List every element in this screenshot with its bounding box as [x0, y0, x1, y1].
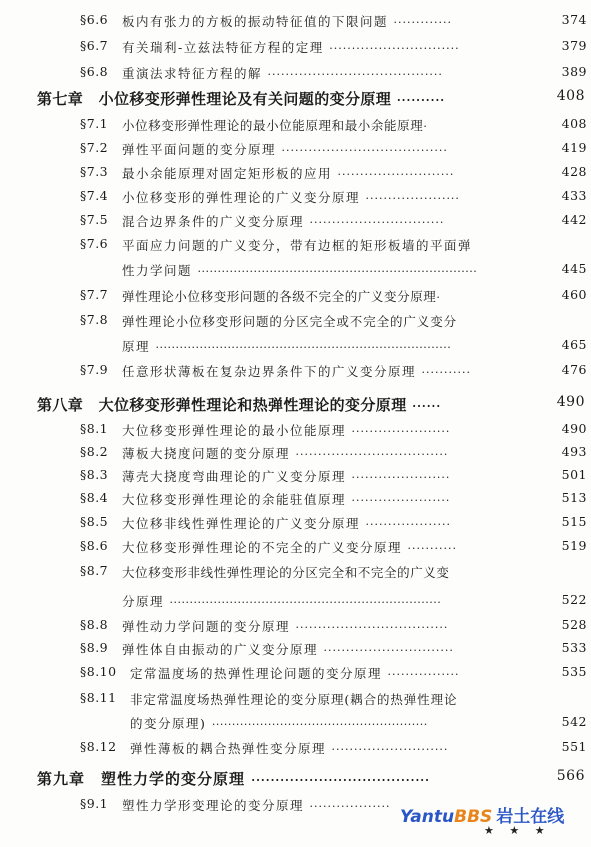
section-number: §8.3 — [80, 467, 109, 482]
page-number: 374 — [561, 12, 587, 27]
page-number: 515 — [561, 514, 587, 529]
section-title: 重演法求特征方程的解 ······································· — [122, 66, 443, 81]
chapter-title: 第七章 小位移变形弹性理论及有关问题的变分原理 ·········· — [37, 90, 446, 108]
section-title: 薄板大挠度问题的变分原理 ·································· — [122, 446, 449, 461]
page-number: 465 — [561, 337, 587, 352]
section-number: §7.1 — [80, 116, 109, 131]
section-number: §6.6 — [80, 12, 109, 27]
section-number: §8.11 — [80, 690, 117, 705]
page-number: 535 — [561, 664, 587, 679]
section-title-continued: 性力学问题 ······································································ — [122, 263, 478, 278]
page-number: 428 — [561, 164, 587, 179]
section-title: 小位移变形弹性理论的最小位能原理和最小余能原理· — [122, 118, 428, 133]
page-number: 519 — [561, 538, 587, 553]
section-number: §8.1 — [80, 421, 109, 436]
section-number: §8.6 — [80, 538, 109, 553]
section-number: §8.2 — [80, 444, 109, 459]
section-number: §6.7 — [80, 38, 109, 53]
page-number: 542 — [561, 714, 587, 729]
section-title: 弹性理论小位移变形问题的各级不完全的广义变分原理· — [122, 289, 441, 304]
section-number: §9.1 — [80, 796, 109, 811]
section-number: §7.2 — [80, 140, 109, 155]
section-title: 平面应力问题的广义变分，带有边框的矩形板墙的平面弹 — [122, 238, 473, 253]
section-title: 定常温度场的热弹性理论问题的变分原理 ················ — [130, 666, 460, 681]
page-number: 408 — [561, 116, 587, 131]
section-number: §7.4 — [80, 188, 109, 203]
page-number: 566 — [556, 768, 585, 784]
page-number: 490 — [561, 421, 587, 436]
section-title-continued: 的变分原理) ······················································ — [130, 716, 428, 731]
page-number: 445 — [561, 261, 587, 276]
section-title: 大位移变形非线性弹性理论的分区完全和不完全的广义变 — [122, 565, 450, 580]
page-number: 419 — [561, 140, 587, 155]
page-number: 533 — [561, 640, 587, 655]
section-title: 最小余能原理对固定矩形板的应用 ·························· — [122, 166, 455, 181]
page-number: 513 — [561, 490, 587, 505]
page-number: 476 — [561, 362, 587, 377]
section-title: 小位移变形的弹性理论的广义变分原理 ····················· — [122, 190, 460, 205]
page-number: 433 — [561, 188, 587, 203]
section-title-continued: 分原理 ···································································· — [122, 594, 442, 609]
section-title: 大位移变形弹性理论的余能驻值原理 ······················ — [122, 492, 451, 507]
section-number: §7.5 — [80, 212, 109, 227]
section-number: §8.8 — [80, 617, 109, 632]
section-title: 非定常温度场热弹性理论的变分原理(耦合的热弹性理论 — [130, 692, 458, 707]
page-number: 442 — [561, 212, 587, 227]
section-number: §8.10 — [80, 664, 117, 679]
section-title: 塑性力学形变理论的变分原理 ·················· — [122, 798, 391, 813]
page-number: 551 — [561, 739, 587, 754]
section-number: §6.8 — [80, 64, 109, 79]
page-number: 460 — [561, 287, 587, 302]
section-number: §7.3 — [80, 164, 109, 179]
section-title: 弹性动力学问题的变分原理 ·································· — [122, 619, 449, 634]
section-title: 弹性薄板的耦合热弹性变分原理 ·························· — [130, 741, 449, 756]
section-title: 弹性平面问题的变分原理 ····································· — [122, 142, 448, 157]
section-number: §7.7 — [80, 287, 109, 302]
section-title: 大位移变形弹性理论的最小位能原理 ······················ — [122, 423, 451, 438]
section-title: 板内有张力的方板的振动特征值的下限问题 ············· — [122, 14, 452, 29]
page-number: 501 — [561, 467, 587, 482]
chapter-title: 第八章 大位移变形弹性理论和热弹性理论的变分原理 ······ — [37, 396, 442, 414]
chapter-title: 第九章 塑性力学的变分原理 ····································· — [37, 770, 430, 788]
section-number: §7.6 — [80, 236, 109, 251]
section-number: §8.7 — [80, 563, 109, 578]
page-number: 493 — [561, 444, 587, 459]
section-number: §8.12 — [80, 739, 117, 754]
section-title-continued: 原理 ·········································································· — [122, 339, 452, 354]
section-title: 大位移非线性弹性理论的广义变分原理 ··················· — [122, 516, 451, 531]
section-title: 大位移变形弹性理论的不完全的广义变分原理 ··········· — [122, 540, 457, 555]
section-title: 有关瑞利-立兹法特征方程的定理 ····························· — [122, 40, 460, 55]
section-number: §8.5 — [80, 514, 109, 529]
section-number: §8.4 — [80, 490, 109, 505]
section-number: §7.9 — [80, 362, 109, 377]
star-marks: ★ ★ ★ — [484, 824, 551, 837]
section-title: 薄壳大挠度弯曲理论的广义变分原理 ······················ — [122, 469, 451, 484]
section-number: §7.8 — [80, 312, 109, 327]
page-number: 490 — [556, 394, 585, 410]
section-number: §8.9 — [80, 640, 109, 655]
page-number: 522 — [561, 592, 587, 607]
page-number: 528 — [561, 617, 587, 632]
page-number: 379 — [561, 38, 587, 53]
section-title: 弹性体自由振动的广义变分原理 ····························· — [122, 642, 454, 657]
watermark-logo: YantuBBS 岩土在线 — [400, 807, 565, 827]
page-number: 389 — [561, 64, 587, 79]
section-title: 混合边界条件的广义变分原理 ······························ — [122, 214, 445, 229]
page-number: 408 — [556, 88, 585, 104]
section-title: 任意形状薄板在复杂边界条件下的广义变分原理 ··········· — [122, 364, 471, 379]
section-title: 弹性理论小位移变形问题的分区完全或不完全的广义变分 — [122, 314, 458, 329]
